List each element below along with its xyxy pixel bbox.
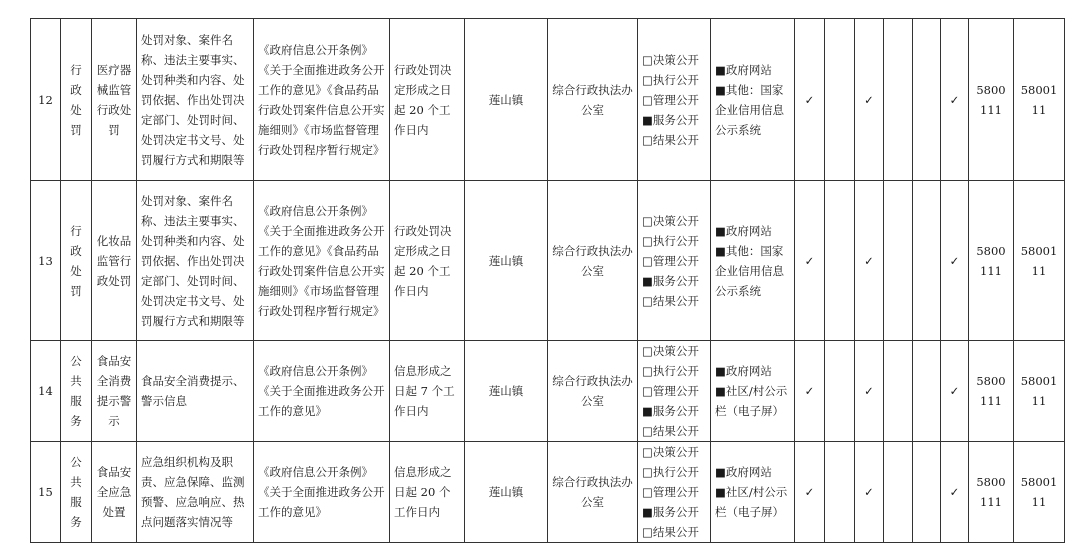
content-cell: 应急组织机构及职责、应急保障、监测预警、应急响应、热点问题落实情况等 xyxy=(137,442,254,543)
table-row xyxy=(31,341,1065,442)
table-row xyxy=(31,442,1065,543)
subject-cell: 莲山镇 xyxy=(465,341,548,442)
open-type-result: □结果公开 xyxy=(642,525,699,539)
item-cell: 化妆品监管行政处罚 xyxy=(92,181,137,341)
check-mark-cell: ✓ xyxy=(795,442,825,543)
department-cell: 综合行政执法办公室 xyxy=(548,19,638,181)
time-limit-cell: 信息形成之日起 20 个工作日内 xyxy=(390,442,465,543)
check-mark-cell: ✓ xyxy=(855,19,884,181)
basis-cell: 《政府信息公开条例》《关于全面推进政务公开工作的意见》《食品药品行政处罚案件信息公开实施细则》《市场监督管理行政处罚程序暂行规定》 xyxy=(254,19,390,181)
check-mark-cell: ✓ xyxy=(941,341,969,442)
empty-cell xyxy=(884,442,913,543)
empty-cell xyxy=(913,181,941,341)
open-type-execution: □执行公开 xyxy=(642,364,699,378)
item-cell: 食品安全消费提示警示 xyxy=(92,341,137,442)
check-mark-cell: ✓ xyxy=(941,19,969,181)
check-mark-cell: ✓ xyxy=(855,341,884,442)
channel-cell xyxy=(711,341,795,442)
empty-cell xyxy=(825,19,855,181)
open-type-cell xyxy=(638,341,711,442)
channel-cell xyxy=(711,19,795,181)
open-type-cell xyxy=(638,19,711,181)
content-cell: 食品安全消费提示、警示信息 xyxy=(137,341,254,442)
row-number: 14 xyxy=(31,341,61,442)
row-number: 13 xyxy=(31,181,61,341)
row-number: 12 xyxy=(31,19,61,181)
check-mark-cell: ✓ xyxy=(795,181,825,341)
basis-cell: 《政府信息公开条例》《关于全面推进政务公开工作的意见》《食品药品行政处罚案件信息公开实施细则》《市场监督管理行政处罚程序暂行规定》 xyxy=(254,181,390,341)
channel-cell xyxy=(711,442,795,543)
table-row xyxy=(31,19,1065,181)
content-cell: 处罚对象、案件名称、违法主要事实、处罚种类和内容、处罚依据、作出处罚决定部门、处罚时间、处罚决定书文号、处罚履行方式和期限等 xyxy=(137,181,254,341)
open-type-service: ■服务公开 xyxy=(642,273,699,288)
table-row xyxy=(31,181,1065,341)
empty-cell xyxy=(884,341,913,442)
category-cell xyxy=(61,181,92,341)
department-cell: 综合行政执法办公室 xyxy=(548,341,638,442)
empty-cell xyxy=(884,181,913,341)
open-type-management: □管理公开 xyxy=(642,253,699,268)
code-cell: 5800111 xyxy=(1014,181,1065,341)
check-mark-cell: ✓ xyxy=(855,442,884,543)
time-limit-cell: 行政处罚决定形成之日起 20 个工作日内 xyxy=(390,19,465,181)
open-type-management: □管理公开 xyxy=(642,384,699,398)
category-cell xyxy=(61,442,92,543)
open-type-result: □结果公开 xyxy=(642,293,699,308)
empty-cell xyxy=(825,442,855,543)
channel-item: ■政府网站 xyxy=(715,465,772,479)
channel-item: ■其他：国家企业信用信息公示系统 xyxy=(715,82,784,137)
item-cell: 医疗器械监管行政处罚 xyxy=(92,19,137,181)
category-cell xyxy=(61,19,92,181)
department-cell: 综合行政执法办公室 xyxy=(548,442,638,543)
category-text: 公共服务 xyxy=(70,455,82,529)
open-type-management: □管理公开 xyxy=(642,485,699,499)
channel-item: ■社区/村公示栏（电子屏） xyxy=(715,384,788,418)
open-type-decision: □决策公开 xyxy=(642,344,699,358)
empty-cell xyxy=(913,19,941,181)
check-mark-cell: ✓ xyxy=(941,442,969,543)
basis-cell: 《政府信息公开条例》《关于全面推进政务公开工作的意见》 xyxy=(254,442,390,543)
open-type-service: ■服务公开 xyxy=(642,404,699,418)
subject-cell: 莲山镇 xyxy=(465,181,548,341)
category-cell xyxy=(61,341,92,442)
code-cell: 5800111 xyxy=(1014,19,1065,181)
item-cell: 食品安全应急处置 xyxy=(92,442,137,543)
empty-cell xyxy=(825,181,855,341)
check-mark-cell: ✓ xyxy=(795,19,825,181)
time-limit-cell: 信息形成之日起 7 个工作日内 xyxy=(390,341,465,442)
code-cell: 5800111 xyxy=(1014,341,1065,442)
open-type-result: □结果公开 xyxy=(642,424,699,438)
open-type-decision: □决策公开 xyxy=(642,52,699,67)
empty-cell xyxy=(825,341,855,442)
code-cell: 5800111 xyxy=(969,341,1014,442)
channel-item: ■社区/村公示栏（电子屏） xyxy=(715,485,788,519)
empty-cell xyxy=(884,19,913,181)
subject-cell: 莲山镇 xyxy=(465,19,548,181)
code-cell: 5800111 xyxy=(969,19,1014,181)
code-cell: 5800111 xyxy=(969,181,1014,341)
channel-item: ■政府网站 xyxy=(715,62,772,77)
channel-item: ■其他：国家企业信用信息公示系统 xyxy=(715,243,784,298)
content-cell: 处罚对象、案件名称、违法主要事实、处罚种类和内容、处罚依据、作出处罚决定部门、处罚时间、处罚决定书文号、处罚履行方式和期限等 xyxy=(137,19,254,181)
check-mark-cell: ✓ xyxy=(795,341,825,442)
channel-cell xyxy=(711,181,795,341)
channel-item: ■政府网站 xyxy=(715,364,772,378)
open-type-cell xyxy=(638,442,711,543)
empty-cell xyxy=(913,341,941,442)
code-cell: 5800111 xyxy=(969,442,1014,543)
open-type-execution: □执行公开 xyxy=(642,233,699,248)
code-cell: 5800111 xyxy=(1014,442,1065,543)
department-cell: 综合行政执法办公室 xyxy=(548,181,638,341)
open-type-service: ■服务公开 xyxy=(642,112,699,127)
open-type-decision: □决策公开 xyxy=(642,213,699,228)
open-type-service: ■服务公开 xyxy=(642,505,699,519)
channel-item: ■政府网站 xyxy=(715,223,772,238)
subject-cell: 莲山镇 xyxy=(465,442,548,543)
check-mark-cell: ✓ xyxy=(941,181,969,341)
open-type-cell xyxy=(638,181,711,341)
category-text: 行政处罚 xyxy=(70,62,82,137)
open-type-execution: □执行公开 xyxy=(642,465,699,479)
open-type-decision: □决策公开 xyxy=(642,445,699,459)
disclosure-table xyxy=(30,18,1065,543)
row-number: 15 xyxy=(31,442,61,543)
time-limit-cell: 行政处罚决定形成之日起 20 个工作日内 xyxy=(390,181,465,341)
empty-cell xyxy=(913,442,941,543)
check-mark-cell: ✓ xyxy=(855,181,884,341)
category-text: 公共服务 xyxy=(70,354,82,428)
basis-cell: 《政府信息公开条例》《关于全面推进政务公开工作的意见》 xyxy=(254,341,390,442)
open-type-result: □结果公开 xyxy=(642,132,699,147)
open-type-execution: □执行公开 xyxy=(642,72,699,87)
category-text: 行政处罚 xyxy=(70,223,82,298)
open-type-management: □管理公开 xyxy=(642,92,699,107)
